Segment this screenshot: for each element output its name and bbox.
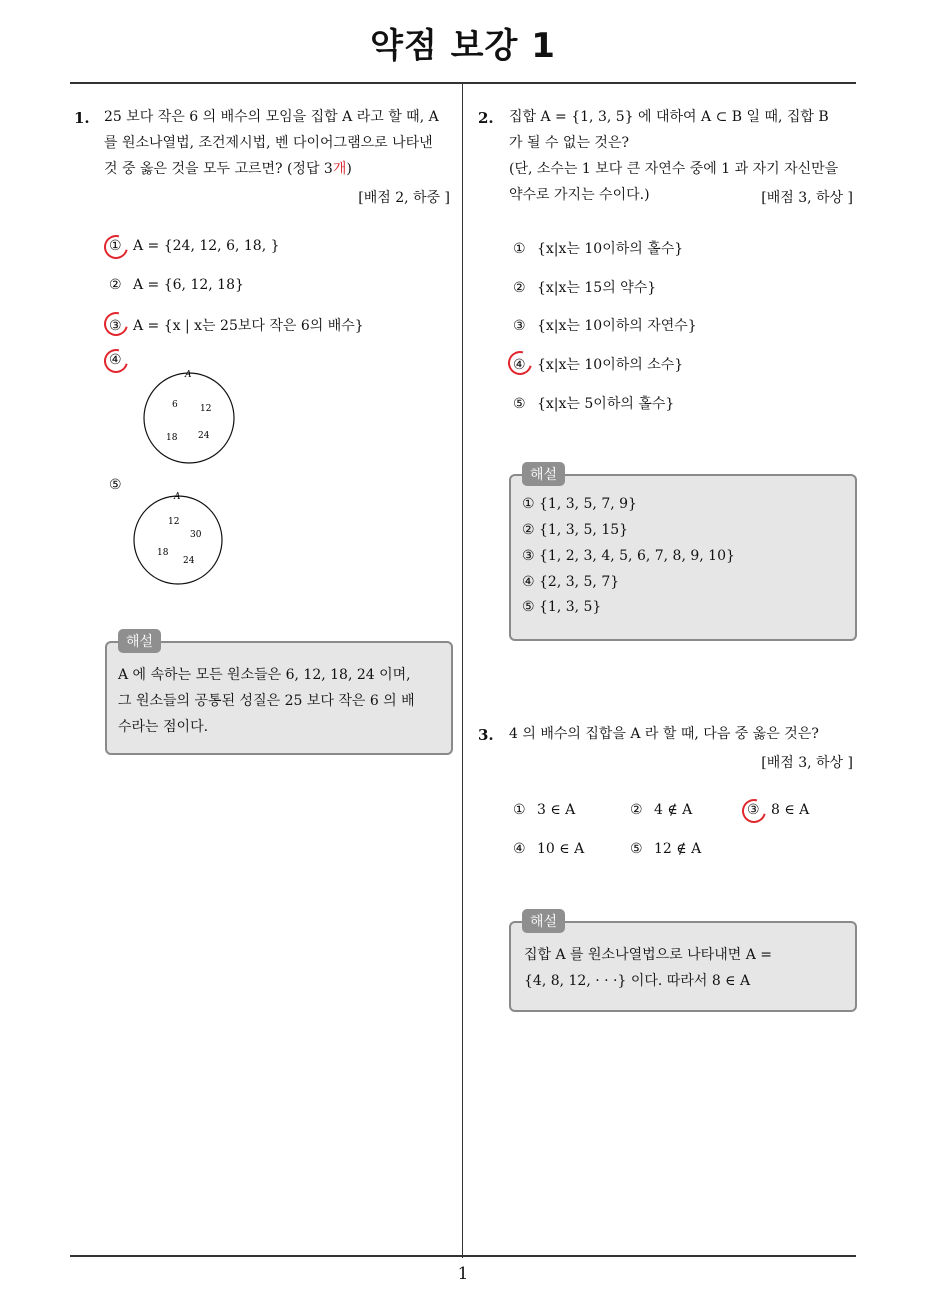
q1-option-3-text: A = {x | x는 25보다 작은 6의 배수} [133, 318, 364, 334]
q1-text [104, 104, 454, 182]
q2-option-4-num: ④ [513, 357, 526, 373]
column-divider [462, 83, 463, 1258]
q2-explanation-line-5: ⑤ {1, 3, 5} [522, 599, 602, 615]
venn-4-element-1: 6 [172, 400, 178, 410]
q1-option-3-num: ③ [109, 318, 122, 334]
q1-option-1-text: A = {24, 12, 6, 18, } [133, 238, 280, 254]
q3-mark-3 [738, 795, 771, 828]
q3-text: 4 의 배수의 집합을 A 라 할 때, 다음 중 옳은 것은? [509, 726, 819, 742]
venn-4-circle [144, 373, 234, 463]
q3-meta: [배점 3, 하상 ] [761, 755, 853, 771]
venn-5-element-4: 24 [183, 556, 195, 566]
q2-mark-4 [504, 347, 537, 380]
q3-option-2[interactable] [630, 802, 692, 818]
q1-option-3[interactable] [109, 315, 364, 335]
q1-line-3-text: 것 중 옳은 것을 모두 고르면? (정답 3 [104, 161, 333, 177]
q3-option-5-text: 12 ∉ A [654, 841, 702, 857]
q2-option-5-num: ⑤ [513, 396, 526, 412]
venn-4-element-4: 24 [198, 431, 210, 441]
q3-option-3-text: 8 ∈ A [771, 802, 810, 818]
q2-meta: [배점 3, 하상 ] [761, 190, 853, 206]
q3-option-1[interactable] [513, 802, 575, 818]
q3-explanation-box [509, 921, 857, 1012]
venn-5-circle [134, 496, 222, 584]
q1-option-2-num: ② [109, 277, 122, 293]
q2-option-2-text: {x|x는 15의 약수} [537, 280, 657, 296]
q1-line-1: 25 보다 작은 6 의 배수의 모임을 집합 A 라고 할 때, A [104, 109, 439, 125]
venn-4-element-3: 18 [166, 433, 178, 443]
venn-4-element-2: 12 [200, 404, 212, 414]
q2-option-3-num: ③ [513, 318, 526, 334]
q1-number: 1. [74, 109, 90, 127]
q2-option-5[interactable] [513, 393, 674, 413]
q3-explanation-line-2: {4, 8, 12, · · ·} 이다. 따라서 8 ∈ A [524, 973, 751, 989]
venn-4-set-label: A [185, 370, 192, 380]
q1-answer-close: ) [346, 161, 352, 177]
q2-explanation-line-1: ① {1, 3, 5, 7, 9} [522, 496, 637, 512]
q1-line-3 [104, 156, 454, 182]
q2-option-5-text: {x|x는 5이하의 홀수} [537, 396, 675, 412]
q2-line-4: 약수로 가지는 수이다.) [509, 187, 650, 203]
q3-option-5[interactable] [630, 841, 701, 857]
q3-explanation-tag: 해설 [522, 909, 565, 933]
q3-option-4-num: ④ [513, 841, 526, 857]
q3-option-5-num: ⑤ [630, 841, 643, 857]
q2-explanation-tag: 해설 [522, 462, 565, 486]
q2-line-2: 가 될 수 없는 것은? [509, 135, 629, 151]
q3-option-1-num: ① [513, 802, 526, 818]
q2-option-3[interactable] [513, 315, 697, 335]
q1-venn-4 [138, 366, 243, 468]
q1-option-4-num: ④ [109, 352, 122, 368]
q1-explanation-line-1: A 에 속하는 모든 원소들은 6, 12, 18, 24 이며, [118, 667, 411, 683]
q1-explanation-line-2: 그 원소들의 공통된 성질은 25 보다 작은 6 의 배 [118, 693, 415, 709]
page-number: 1 [457, 1264, 469, 1284]
q3-option-2-num: ② [630, 802, 643, 818]
q1-mark-3 [100, 308, 133, 341]
top-rule [70, 82, 856, 84]
q1-option-2[interactable] [109, 277, 244, 293]
q1-option-1-num: ① [109, 238, 122, 254]
q2-option-1-num: ① [513, 241, 526, 257]
q2-option-4-text: {x|x는 10이하의 소수} [537, 357, 684, 373]
q3-option-4[interactable] [513, 841, 584, 857]
q3-option-2-text: 4 ∉ A [654, 802, 693, 818]
q1-option-1[interactable] [109, 238, 280, 254]
q1-meta: [배점 2, 하중 ] [358, 190, 450, 206]
q2-explanation-line-3: ③ {1, 2, 3, 4, 5, 6, 7, 8, 9, 10} [522, 548, 735, 564]
q2-option-1[interactable] [513, 238, 683, 258]
q3-option-3-num: ③ [747, 802, 760, 818]
venn-5-element-1: 12 [168, 517, 180, 527]
q1-venn-5 [128, 488, 228, 588]
q1-explanation-line-3: 수라는 점이다. [118, 719, 209, 735]
q2-line-3: (단, 소수는 1 보다 큰 자연수 중에 1 과 자기 자신만을 [509, 161, 839, 177]
q1-mark-4 [100, 345, 133, 378]
q3-explanation-line-1: 집합 A 를 원소나열법으로 나타내면 A = [524, 947, 772, 963]
venn-5-element-3: 18 [157, 548, 169, 558]
q1-answer-suffix: 개 [332, 161, 347, 177]
q1-line-2: 를 원소나열법, 조건제시법, 벤 다이어그램으로 나타낸 [104, 135, 433, 151]
q3-option-1-text: 3 ∈ A [537, 802, 576, 818]
page-title: 약점 보강 1 [370, 26, 556, 66]
q3-option-4-text: 10 ∈ A [537, 841, 585, 857]
q2-line-1: 집합 A = {1, 3, 5} 에 대하여 A ⊂ B 일 때, 집합 B [509, 109, 829, 125]
q2-option-4[interactable] [513, 354, 683, 374]
venn-5-set-label: A [174, 492, 181, 502]
q2-option-1-text: {x|x는 10이하의 홀수} [537, 241, 684, 257]
q2-option-2-num: ② [513, 280, 526, 296]
q2-explanation-line-2: ② {1, 3, 5, 15} [522, 522, 629, 538]
bottom-rule [70, 1255, 856, 1257]
venn-5-element-2: 30 [190, 530, 202, 540]
q2-option-2[interactable] [513, 277, 656, 297]
q2-option-3-text: {x|x는 10이하의 자연수} [537, 318, 697, 334]
q1-explanation-tag: 해설 [118, 629, 161, 653]
q3-number: 3. [478, 726, 494, 744]
q1-option-2-text: A = {6, 12, 18} [133, 277, 244, 293]
q2-explanation-line-4: ④ {2, 3, 5, 7} [522, 574, 620, 590]
q1-mark-1 [100, 231, 133, 264]
q2-number: 2. [478, 109, 494, 127]
q1-option-5-num: ⑤ [109, 477, 122, 493]
